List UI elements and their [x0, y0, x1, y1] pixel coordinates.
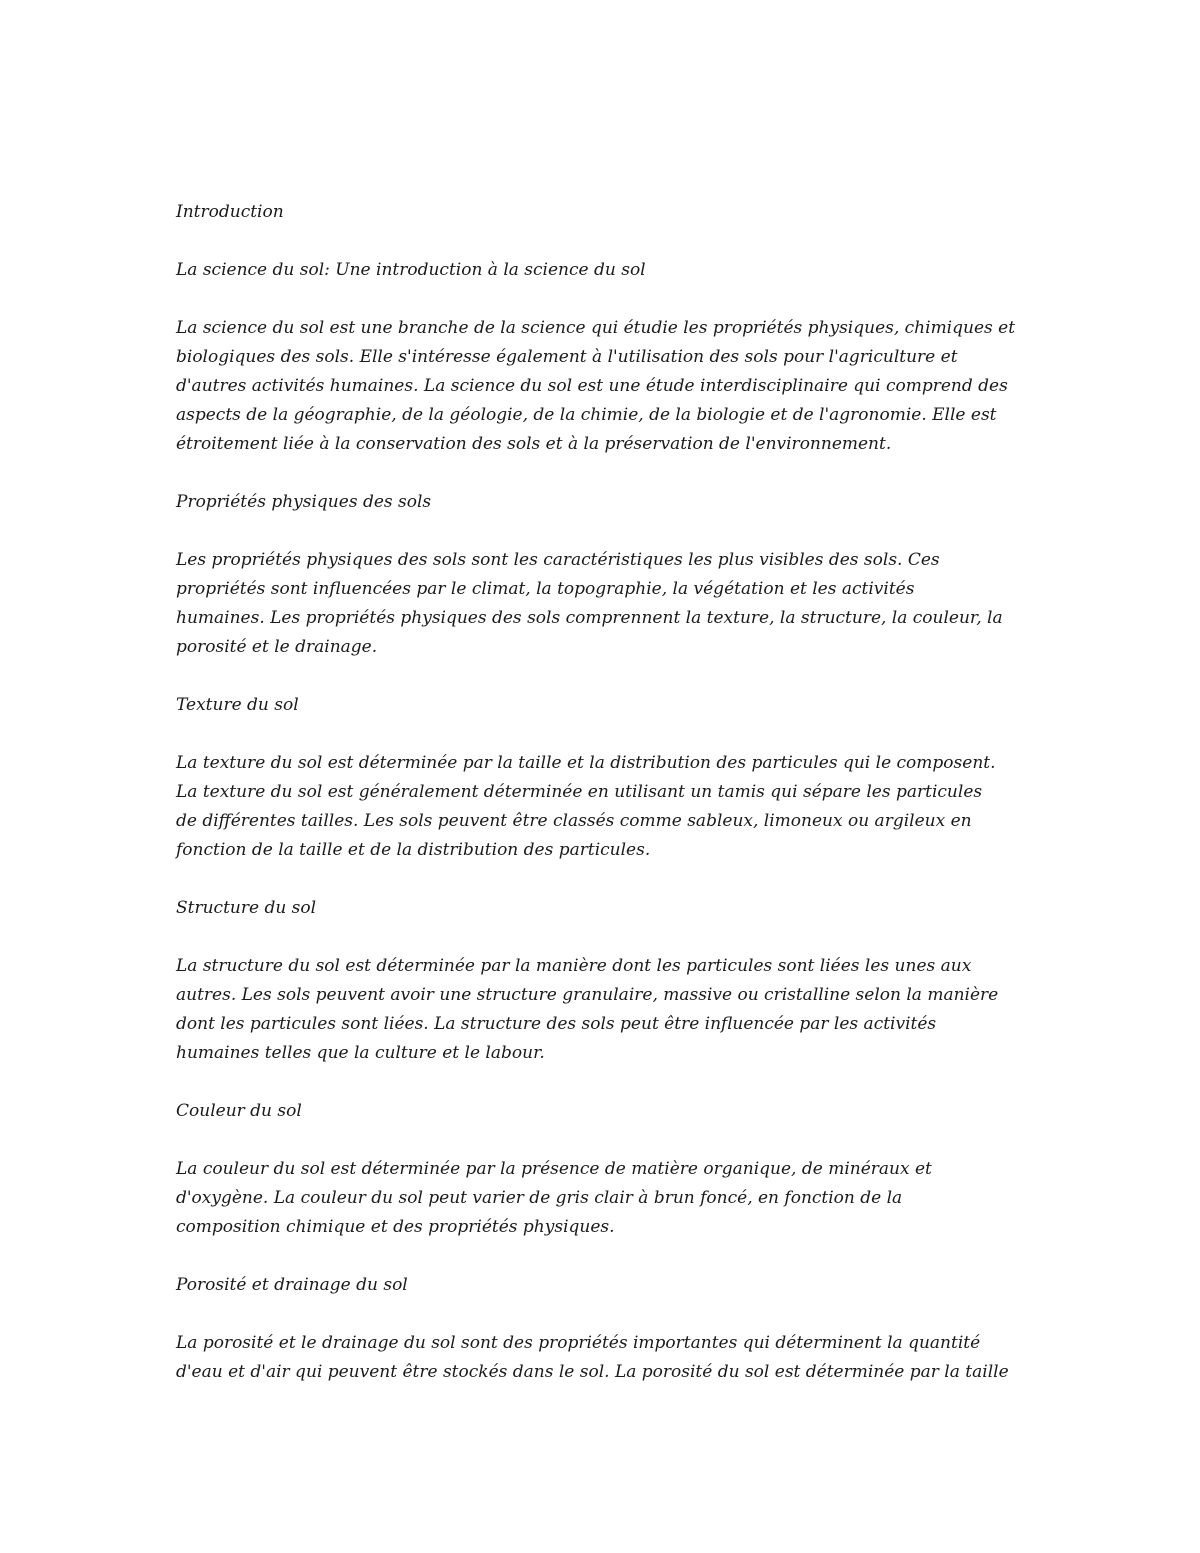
heading-text: Couleur du sol: [176, 1101, 302, 1121]
paragraph-line: humaines telles que la culture et le labour.: [176, 1043, 545, 1063]
document-body: [176, 198, 1046, 1416]
paragraph: [176, 314, 1046, 459]
paragraph-line: propriétés sont influencées par le climat, la topographie, la végétation et les activités: [176, 579, 915, 599]
paragraph-line: d'oxygène. La couleur du sol peut varier de gris clair à brun foncé, en fonction de la: [176, 1188, 903, 1208]
heading-text: Structure du sol: [176, 898, 317, 918]
paragraph: [176, 546, 1046, 662]
section-heading: [176, 488, 1046, 517]
paragraph-line: La science du sol est une branche de la science qui étudie les propriétés physiques, chimiques et: [176, 318, 1016, 338]
paragraph: [176, 1329, 1046, 1387]
section-heading: [176, 198, 1046, 227]
paragraph-line: fonction de la taille et de la distribution des particules.: [176, 840, 651, 860]
paragraph-line: biologiques des sols. Elle s'intéresse également à l'utilisation des sols pour l'agriculture et: [176, 347, 958, 367]
paragraph: [176, 952, 1046, 1068]
paragraph-line: humaines. Les propriétés physiques des sols comprennent la texture, la structure, la couleur, la: [176, 608, 1003, 628]
heading-text: La science du sol: Une introduction à la science du sol: [176, 260, 646, 280]
paragraph-line: porosité et le drainage.: [176, 637, 378, 657]
paragraph-line: La texture du sol est déterminée par la taille et la distribution des particules qui le composent.: [176, 753, 996, 773]
paragraph-line: Les propriétés physiques des sols sont les caractéristiques les plus visibles des sols. Ces: [176, 550, 940, 570]
heading-text: Propriétés physiques des sols: [176, 492, 432, 512]
section-heading: [176, 256, 1046, 285]
paragraph-line: La couleur du sol est déterminée par la présence de matière organique, de minéraux et: [176, 1159, 932, 1179]
section-heading: [176, 894, 1046, 923]
paragraph-line: aspects de la géographie, de la géologie, de la chimie, de la biologie et de l'agronomie. Elle est: [176, 405, 997, 425]
heading-text: Porosité et drainage du sol: [176, 1275, 408, 1295]
section-heading: [176, 691, 1046, 720]
heading-text: Introduction: [176, 202, 284, 222]
paragraph-line: autres. Les sols peuvent avoir une structure granulaire, massive ou cristalline selon la manière: [176, 985, 999, 1005]
paragraph-line: La porosité et le drainage du sol sont des propriétés importantes qui déterminent la quantité: [176, 1333, 981, 1353]
paragraph: [176, 1155, 1046, 1242]
paragraph-line: dont les particules sont liées. La structure des sols peut être influencée par les activités: [176, 1014, 937, 1034]
paragraph: [176, 749, 1046, 865]
section-heading: [176, 1271, 1046, 1300]
paragraph-line: La texture du sol est généralement déterminée en utilisant un tamis qui sépare les particules: [176, 782, 983, 802]
paragraph-line: La structure du sol est déterminée par la manière dont les particules sont liées les unes aux: [176, 956, 972, 976]
paragraph-line: de différentes tailles. Les sols peuvent être classés comme sableux, limoneux ou argileux en: [176, 811, 972, 831]
paragraph-line: composition chimique et des propriétés physiques.: [176, 1217, 615, 1237]
heading-text: Texture du sol: [176, 695, 299, 715]
paragraph-line: étroitement liée à la conservation des sols et à la préservation de l'environnement.: [176, 434, 892, 454]
section-heading: [176, 1097, 1046, 1126]
paragraph-line: d'eau et d'air qui peuvent être stockés dans le sol. La porosité du sol est déterminée par la taille: [176, 1362, 1009, 1382]
paragraph-line: d'autres activités humaines. La science du sol est une étude interdisciplinaire qui comprend des: [176, 376, 1008, 396]
